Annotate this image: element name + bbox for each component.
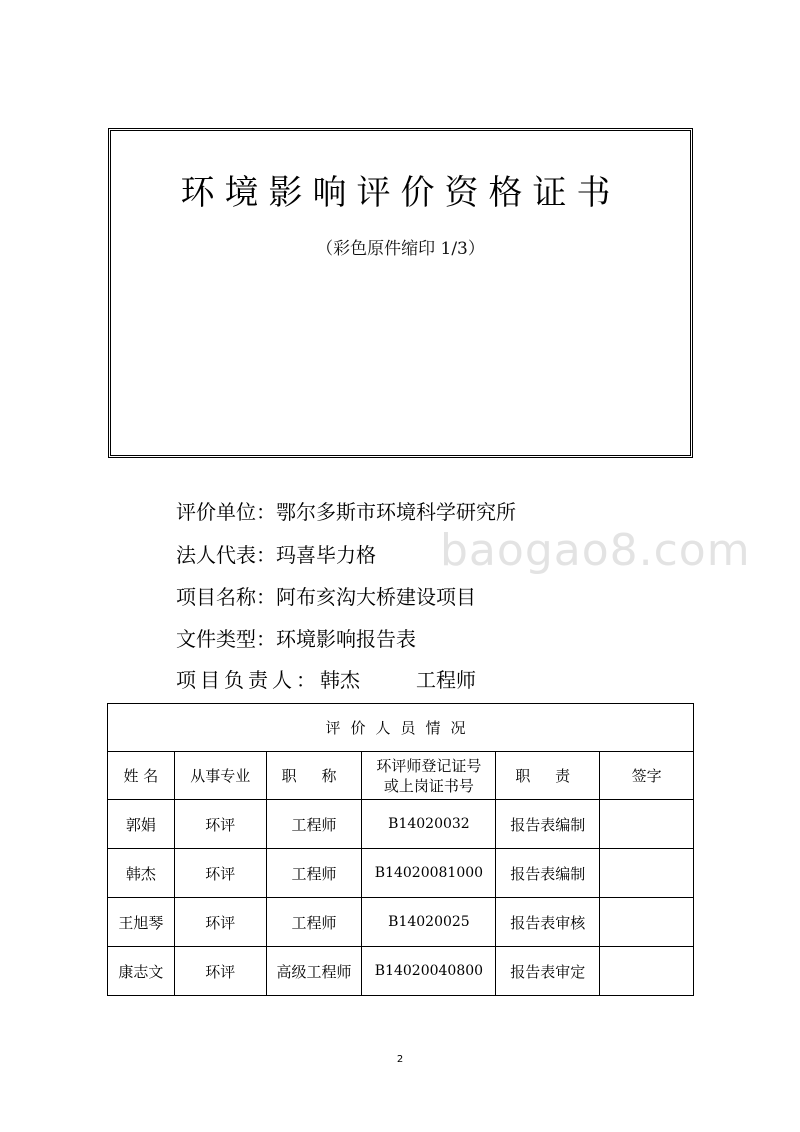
info-value: 环境影响报告表 [276, 627, 416, 651]
header-cert-line1: 环评师登记证号 [376, 756, 482, 775]
cell-title: 工程师 [266, 898, 362, 947]
info-line-unit [176, 496, 516, 525]
certificate-frame [108, 128, 693, 458]
cell-duty: 报告表编制 [496, 849, 600, 898]
cell-duty: 报告表编制 [496, 800, 600, 849]
cell-major: 环评 [174, 947, 266, 996]
header-cert [362, 752, 496, 800]
cell-major: 环评 [174, 898, 266, 947]
cell-sign [600, 898, 694, 947]
cell-title: 工程师 [266, 800, 362, 849]
cell-name: 康志文 [108, 947, 175, 996]
page-number: 2 [396, 1054, 404, 1065]
cell-title: 工程师 [266, 849, 362, 898]
cell-name: 郭娟 [108, 800, 175, 849]
lead-name: 韩杰 [320, 668, 360, 692]
staff-table [107, 703, 694, 996]
header-name: 姓 名 [108, 752, 175, 800]
certificate-subtitle: （彩色原件缩印 1/3） [316, 239, 485, 259]
header-title: 职 称 [266, 752, 362, 800]
cell-cert: B14020040800 [362, 947, 496, 996]
info-value: 玛喜毕力格 [276, 543, 376, 567]
cell-cert: B14020025 [362, 898, 496, 947]
header-major: 从事专业 [174, 752, 266, 800]
cell-name: 韩杰 [108, 849, 175, 898]
info-label: 项目负责人： [176, 668, 320, 692]
cell-title: 高级工程师 [266, 947, 362, 996]
table-row [108, 849, 694, 898]
cell-major: 环评 [174, 800, 266, 849]
cell-cert: B14020081000 [362, 849, 496, 898]
cell-sign [600, 800, 694, 849]
table-row [108, 800, 694, 849]
cell-sign [600, 947, 694, 996]
watermark: baogao8.com [440, 525, 751, 576]
header-cert-line2: 或上岗证书号 [383, 776, 474, 795]
info-label: 评价单位： [176, 500, 276, 524]
table-row [108, 947, 694, 996]
info-line-filetype [176, 623, 416, 652]
info-label: 法人代表： [176, 543, 276, 567]
table-row [108, 898, 694, 947]
certificate-title: 环境影响评价资格证书 [180, 173, 621, 213]
info-value: 鄂尔多斯市环境科学研究所 [276, 500, 516, 524]
cell-name: 王旭琴 [108, 898, 175, 947]
info-value: 阿布亥沟大桥建设项目 [276, 585, 476, 609]
cell-cert: B14020032 [362, 800, 496, 849]
header-sign: 签字 [600, 752, 694, 800]
table-title: 评价人员情况 [108, 704, 694, 752]
info-label: 项目名称： [176, 585, 276, 609]
info-line-project [176, 581, 476, 610]
cell-major: 环评 [174, 849, 266, 898]
lead-title: 工程师 [416, 668, 476, 692]
info-label: 文件类型： [176, 627, 276, 651]
cell-duty: 报告表审核 [496, 898, 600, 947]
info-line-lead [176, 664, 476, 693]
cell-sign [600, 849, 694, 898]
cell-duty: 报告表审定 [496, 947, 600, 996]
info-line-representative [176, 539, 376, 568]
header-duty: 职 责 [496, 752, 600, 800]
